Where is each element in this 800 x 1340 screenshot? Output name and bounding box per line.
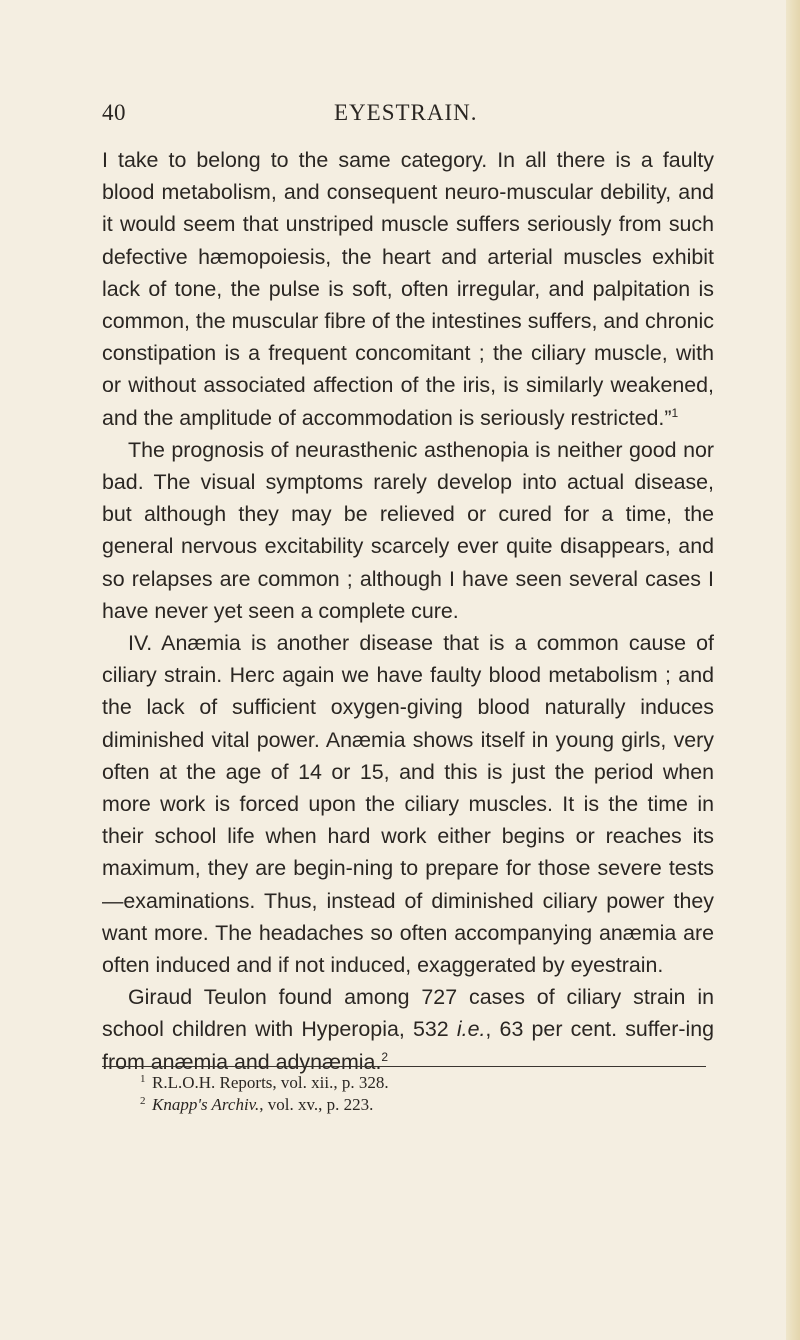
footnote-2 [140, 1094, 712, 1116]
paragraph-prognosis [102, 434, 714, 627]
section-lead: IV. Anæmia [128, 631, 241, 656]
italic-ie: i.e. [456, 1017, 486, 1042]
paragraph-continuation [102, 144, 714, 434]
paragraph-text: I take to belong to the same category. In all there is a faulty blood metabolism, and consequent neuro-muscular debility, and it would seem that unstriped muscle suffers seriously from such defective hæmopoiesis, the heart and arterial muscles exhibit lack of tone, the pulse is soft, often irregular, and palpitation is common, the muscular fibre of the intestines suffers, and chronic constipation is a frequent concomitant ; the ciliary muscle, with or without associated affection of the iris, is similarly weakened, and the amplitude of accommodation is seriously restricted.” [102, 148, 714, 430]
paragraph-text: The prognosis of neurasthenic asthenopia is neither good nor bad. The visual symptoms rarely develop into actual disease, but although they may be relieved or cured for a time, the general nervous excitability scarcely ever quite disappears, and so relapses are common ; although I have seen several cases I have never yet seen a complete cure. [102, 437, 714, 623]
footnote-mark: 2 [140, 1095, 146, 1107]
paragraph-text: , 63 per cent. suffer-ing from anæmia and adynæmia. [102, 1017, 714, 1074]
running-title: EYESTRAIN. [334, 100, 478, 125]
footnote-mark: 1 [140, 1073, 146, 1085]
page-header [102, 100, 712, 134]
footnote-reference: 2 [381, 1049, 389, 1064]
footnotes [140, 1072, 712, 1116]
paragraph-anaemia [102, 627, 714, 981]
footnote-text: R.L.O.H. Reports, vol. xii., p. 328. [152, 1073, 389, 1092]
page-number: 40 [102, 100, 126, 125]
paragraph-giraud-teulon [102, 981, 714, 1078]
footnote-italic-title: Knapp's Archiv. [152, 1095, 260, 1114]
footnote-1 [140, 1072, 712, 1094]
footnote-reference: 1 [671, 405, 679, 420]
footnote-text: , vol. xv., p. 223. [259, 1095, 374, 1114]
footnote-divider [102, 1066, 706, 1067]
paragraph-text: is another disease that is a common cause of ciliary strain. Herc again we have faulty blood metabolism ; and the lack of sufficient oxygen-giving blood naturally induces diminished vital power. Anæmia shows itself in young girls, very often at the age of 14 or 15, and this is just the period when more work is forced upon the ciliary muscles. It is the time in their school life when hard work either begins or reaches its maximum, they are begin-ning to prepare for those severe tests—examinations. Thus, instead of diminished ciliary power they want more. The headaches so often accompanying anæmia are often induced and if not induced, exaggerated by eyestrain. [102, 631, 714, 978]
paragraph-text: Giraud Teulon found among 727 cases of ciliary strain in school children with Hyperopia, 532 [102, 985, 714, 1042]
body-text [102, 144, 714, 1078]
page-edge [786, 0, 800, 1340]
